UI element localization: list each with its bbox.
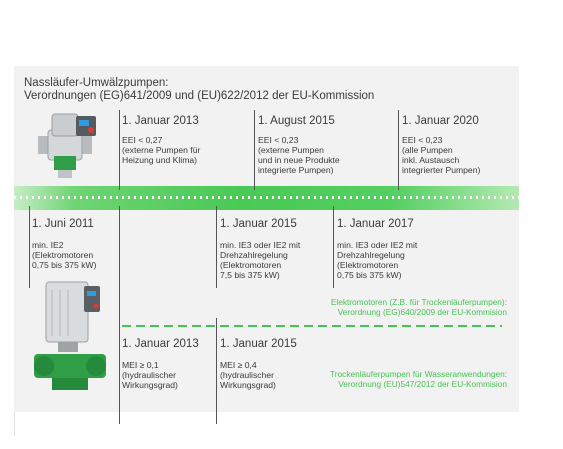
milestone-note: min. IE2 (Elektromotoren 0,75 bis 375 kW) <box>32 240 97 270</box>
milestone-date: 1. Januar 2017 <box>337 218 414 230</box>
motor-regulation-line-1: Elektromotoren (Z.B. für Trockenläuferpumpen): <box>330 297 507 307</box>
connector-line <box>333 206 334 288</box>
connector-line <box>254 110 255 190</box>
title-line-1: Nassläufer-Umwälzpumpen: <box>24 77 169 89</box>
dry-rotor-pump-image <box>30 280 110 395</box>
milestone-note: EEI < 0,27 (externe Pumpen für Heizung und Klima) <box>122 135 201 165</box>
timeline-dots <box>14 196 519 199</box>
milestone-note: min. IE3 oder IE2 mit Drehzahlregelung (Elektromotoren 0,75 bis 375 kW) <box>337 240 418 280</box>
connector-line <box>119 206 120 424</box>
milestone-note: min. IE3 oder IE2 mit Drehzahlregelung (Elektromotoren 7,5 bis 375 kW) <box>220 240 301 280</box>
pump-stand <box>52 378 88 390</box>
pump-base <box>54 156 76 170</box>
milestone-date: 1. Januar 2015 <box>220 338 297 350</box>
milestone-date: 1. Januar 2013 <box>122 115 199 127</box>
pump-flange-left <box>34 356 54 376</box>
milestone-date: 1. August 2015 <box>258 115 335 127</box>
milestone-note: MEI ≥ 0,4 (hydraulischer Wirkungsgrad) <box>220 360 276 390</box>
milestone-note: MEI ≥ 0,1 (hydraulischer Wirkungsgrad) <box>122 360 178 390</box>
dry-pump-regulation-label <box>330 369 507 389</box>
dry-pump-regulation-line-1: Trockenläuferpumpen für Wasseranwendungen: <box>330 369 507 379</box>
dry-pump-regulation-line-2: Verordnung (EU)547/2012 der EU-Kommision <box>338 379 507 389</box>
milestone-date: 1. Januar 2015 <box>220 218 297 230</box>
milestone-date: 1. Januar 2020 <box>402 115 479 127</box>
motor-knob <box>93 303 98 308</box>
circulator-pump-image <box>36 108 104 180</box>
connector-line <box>119 110 120 190</box>
connector-line <box>398 110 399 190</box>
motor-regulation-label <box>331 297 507 317</box>
pump-coupling <box>58 342 78 352</box>
connector-line <box>216 318 217 424</box>
milestone-date: 1. Juni 2011 <box>32 218 94 230</box>
diagram-title <box>24 77 374 103</box>
connector-line <box>216 206 217 288</box>
pump-motor <box>52 114 78 136</box>
panel-edge-line <box>14 412 15 436</box>
pump-knob <box>88 127 94 133</box>
motor-control-box <box>84 286 100 312</box>
milestone-note: EEI < 0,23 (alle Pumpen inkl. Austausch integrierter Pumpen) <box>402 135 481 175</box>
dashed-divider <box>122 325 502 327</box>
milestone-date: 1. Januar 2013 <box>122 338 199 350</box>
pump-display <box>79 120 89 126</box>
connector-line <box>29 206 30 288</box>
motor-display <box>87 291 96 296</box>
pump-flange-right <box>86 356 106 376</box>
motor-regulation-line-2: Verordnung (EG)640/2009 der EU-Kommision <box>337 307 507 317</box>
pump-foot <box>58 170 72 178</box>
title-line-2: Verordnungen (EG)641/2009 und (EU)622/2012 der EU-Kommission <box>24 90 375 102</box>
milestone-note: EEI < 0,23 (externe Pumpen und in neue Produkte integrierte Pumpen) <box>258 135 340 175</box>
